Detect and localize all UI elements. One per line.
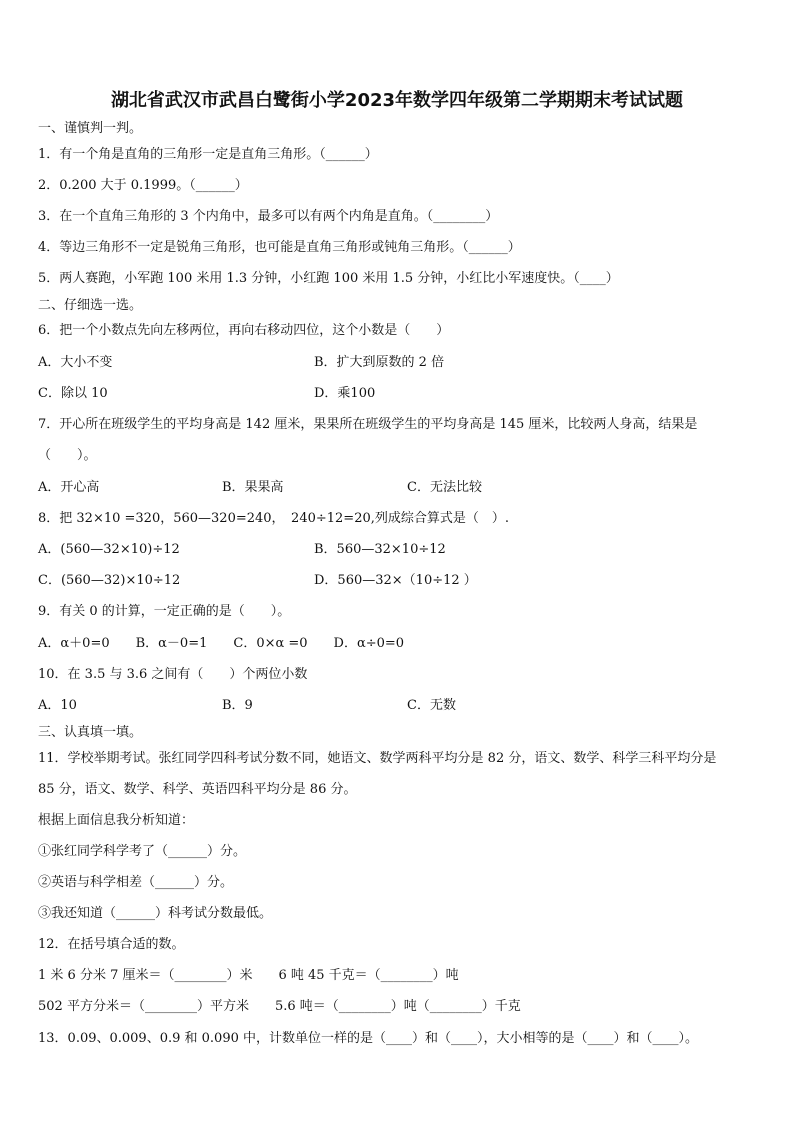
question-7: 7．开心所在班级学生的平均身高是 142 厘米，果果所在班级学生的平均身高是 145 厘米，比较两人身高，结果是 xyxy=(38,417,698,432)
question-13: 13．0.09、0.009、0.9 和 0.090 中，计数单位一样的是（____）和（____），大小相等的是（____）和（____）。 xyxy=(38,1031,698,1046)
question-9-options: A．α＋0=0 B．α－0=1 C．0×α =0 D．α÷0=0 xyxy=(38,636,405,651)
question-12-row-1: 1 米 6 分米 7 厘米＝（________）米 6 吨 45 千克＝（________）吨 xyxy=(38,968,459,983)
question-1: 1．有一个角是直角的三角形一定是直角三角形。（______） xyxy=(38,147,378,162)
question-8-option-c: C．(560—32)×10÷12 xyxy=(38,573,181,588)
section-heading-judge: 一、谨慎判一判。 xyxy=(38,121,143,136)
question-3: 3．在一个直角三角形的 3 个内角中，最多可以有两个内角是直角。（________） xyxy=(38,209,499,224)
page-title: 湖北省武汉市武昌白鹭街小学2023年数学四年级第二学期期末考试试题 xyxy=(110,90,684,111)
question-8-option-d: D．560—32×（10÷12 ） xyxy=(314,573,477,588)
question-8-option-b: B．560—32×10÷12 xyxy=(314,542,446,557)
question-6-option-b: B．扩大到原数的 2 倍 xyxy=(314,355,445,370)
question-7-option-a: A．开心高 xyxy=(38,480,100,495)
question-6-option-d: D．乘100 xyxy=(314,386,376,401)
question-8-option-a: A．(560—32×10)÷12 xyxy=(38,542,180,557)
question-7-answer-blank: （ ）。 xyxy=(38,448,97,463)
question-10-option-c: C．无数 xyxy=(407,698,456,713)
question-10-option-b: B．9 xyxy=(222,698,253,713)
question-11-continued: 85 分，语文、数学、科学、英语四科平均分是 86 分。 xyxy=(38,782,357,797)
section-heading-choose: 二、仔细选一选。 xyxy=(38,298,143,313)
question-11-part-3: ③我还知道（______）科考试分数最低。 xyxy=(38,906,273,921)
question-2: 2．0.200 大于 0.1999。（______） xyxy=(38,178,248,193)
question-12-row-2: 502 平方分米＝（________）平方米 5.6 吨＝（________）吨（________）千克 xyxy=(38,999,521,1014)
question-8: 8．把 32×10 =320，560—320=240， 240÷12=20,列成综合算式是（ ）. xyxy=(38,511,509,526)
question-6-option-a: A．大小不变 xyxy=(38,355,113,370)
question-10-option-a: A．10 xyxy=(38,698,77,713)
question-7-option-c: C．无法比较 xyxy=(407,480,482,495)
question-4: 4．等边三角形不一定是锐角三角形，也可能是直角三角形或钝角三角形。（______） xyxy=(38,240,521,255)
question-12: 12．在括号填合适的数。 xyxy=(38,937,185,952)
question-11-part-1: ①张红同学科学考了（______）分。 xyxy=(38,844,247,859)
question-11: 11．学校举期考试。张红同学四科考试分数不同，她语文、数学两科平均分是 82 分，语文、数学、科学三科平均分是 xyxy=(38,751,717,766)
section-heading-fill: 三、认真填一填。 xyxy=(38,725,143,740)
question-5: 5．两人赛跑，小军跑 100 米用 1.3 分钟，小红跑 100 米用 1.5 分钟，小红比小军速度快。（____） xyxy=(38,271,619,286)
question-7-option-b: B．果果高 xyxy=(222,480,284,495)
question-9: 9．有关 0 的计算，一定正确的是（ ）。 xyxy=(38,604,291,619)
question-6: 6．把一个小数点先向左移两位，再向右移动四位，这个小数是（ ） xyxy=(38,323,450,338)
question-10: 10．在 3.5 与 3.6 之间有（ ）个两位小数 xyxy=(38,667,308,682)
question-11-part-2: ②英语与科学相差（______）分。 xyxy=(38,875,234,890)
question-11-prompt: 根据上面信息我分析知道： xyxy=(38,813,195,828)
question-6-option-c: C．除以 10 xyxy=(38,386,108,401)
